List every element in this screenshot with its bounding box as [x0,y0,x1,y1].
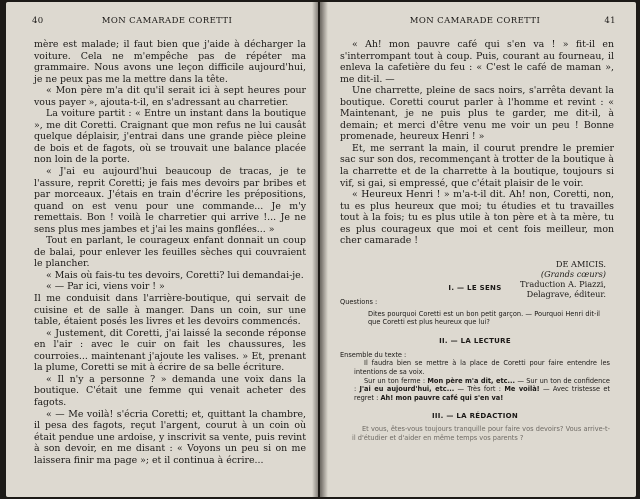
paragraph: « — Par ici, viens voir ! » [46,281,165,293]
left-page-header [34,16,300,30]
paragraph: « Justement, dit Coretti, j'ai laissé la seconde réponse en l'air : avec le cuir on fait les chaussures, les courroies... maintenant j'ajoute les valises. » Et, prenant la plume, Coretti se mit à écrire de sa belle écriture. [34,327,306,374]
page-number-left: 40 [32,16,44,26]
lecture-line-1: Il faudra bien se mettre à la place de Coretti pour faire entendre les intentions de sa voix. [354,359,610,376]
ensemble-label: Ensemble du texte : [340,350,407,359]
lecture-tone-2: — Sur un ton de confidence : [354,376,610,394]
right-page-header [338,16,616,30]
lecture-line-2 [354,377,610,403]
running-title-right: MON CAMARADE CORETTI [409,16,541,26]
publisher: Delagrave, éditeur. [526,288,606,299]
lecture-quote-4: Ah! mon pauvre café qui s'en va! [380,393,504,402]
paragraph: Tout en parlant, le courageux enfant donnait un coup de balai, pour enlever les feuilles sèches qui couvraient le plancher. [34,235,306,270]
paragraph: « J'ai eu aujourd'hui beaucoup de tracas, je te l'assure, reprit Coretti; je fais mes devoirs par bribes et par morceaux. J'étais en train d'écrire les prépositions, quand on est venu pour une commande... Je m'y remettais. Bon ! voilà le charretier qui arrive !... Je ne sens plus mes jambes et j'ai les mains gonflées... » [34,166,306,235]
paragraph: mère est malade; il faut bien que j'aide à décharger la voiture. Cela ne m'empêche pas de répéter ma grammaire. Nous avons une leçon difficile aujourd'hui, je ne peux pas me la mettre dans la tête. [34,39,306,85]
redaction-text: Et vous, êtes-vous toujours tranquille pour faire vos devoirs? Vous arrive-t-il d'étudier et d'aider en même temps vos parents ? [352,425,610,442]
paragraph: « Mon père m'a dit qu'il serait ici à sept heures pour vous payer », ajouta-t-il, en s'adressant au charretier. [34,85,306,108]
left-page-body [34,39,306,466]
page-number-right: 41 [604,16,616,26]
paragraph: La voiture partit : « Entre un instant dans la boutique », me dit Coretti. Craignant que mon refus ne lui causât quelque déplaisir, j'entrai dans une grande pièce pleine de bois et de fagots, où se trouvait une balance placée non loin de la porte. [34,108,306,166]
paragraph: Il me conduisit dans l'arrière-boutique, qui servait de cuisine et de salle à manger. Dans un coin, sur une table, étaient posés les livres et les devoirs commencés. [34,293,306,328]
paragraph: Et, me serrant la main, il courut prendre le premier sac sur son dos, recommençant à trotter de la boutique à la charrette et de la charrette à la boutique, toujours si vif, si gai, si empressé, que c'était plaisir de le voir. [340,142,614,189]
book-gutter [312,0,328,499]
lecture-tone-3: — Très fort : [457,385,502,394]
lecture-quote-2: J'ai eu aujourd'hui, etc... [359,385,455,394]
paragraph: « Ah! mon pauvre café qui s'en va ! » fit-il en s'interrompant tout à coup. Puis, courant au fourneau, il enleva la cafetière du feu : « C'est le café de maman », me dit-il. — [340,39,614,85]
section-heading-redaction: III. — LA RÉDACTION [431,412,519,421]
section-redaction-body [340,425,610,442]
lecture-quote-3: Me voilà! [504,385,540,394]
author: DE AMICIS. [555,258,606,269]
paragraph: « Il n'y a personne ? » demanda une voix dans la boutique. C'était une femme qui venait acheter des fagots. [34,373,306,408]
section-lecture-body [340,351,610,403]
paragraph: « Mais où fais-tu tes devoirs, Coretti? lui demandai-je. [46,269,304,281]
lecture-quote-1: Mon père m'a dit, etc... [427,376,516,385]
section-sens-body [340,298,610,327]
lecture-tone-1: Sur un ton ferme : [364,376,426,385]
lecture-tone-4: — Avec tristesse et regret : [354,385,610,402]
paragraph: « Heureux Henri ! » m'a-t-il dit. Ah! non, Coretti, non, tu es plus heureux que moi; tu étudies et tu travailles tout à la fois; tu es plus utile à ton père et à ta mère, tu es plus courageux que moi et cent fois meilleur, mon cher camarade ! [340,189,614,247]
translator: Traduction A. Piazzi, [519,278,606,289]
paragraph: « — Me voilà! s'écria Coretti; et, quittant la chambre, il pesa des fagots, reçut l'argent, courut à un coin où était pendue une ardoise, y inscrivit sa vente, puis revint à son devoir, en me disant : « Voyons un peu si on me laissera finir ma page »; et il continua à écrire... [34,408,306,466]
right-page [320,2,636,497]
work-title: (Grands cœurs) [540,268,606,279]
running-title-left: MON CAMARADE CORETTI [101,16,233,26]
questions-label: Questions : [340,298,378,306]
right-page-body [340,39,614,299]
section-heading-sens: I. — LE SENS [448,284,502,292]
paragraph: Une charrette, pleine de sacs noirs, s'arrêta devant la boutique. Coretti courut parler à l'homme et revint : « Maintenant, je ne puis plus te garder, me dit-il, à demain; et merci d'être venu me voir un peu ! Bonne promenade, heureux Henri ! » [340,85,614,143]
exercises [340,284,610,443]
left-page [6,2,318,497]
questions-text: Dites pourquoi Coretti est un bon petit garçon. — Pourquoi Henri dit-il que Coretti est plus heureux que lui? [368,309,600,327]
section-heading-lecture: II. — LA LECTURE [439,336,511,345]
